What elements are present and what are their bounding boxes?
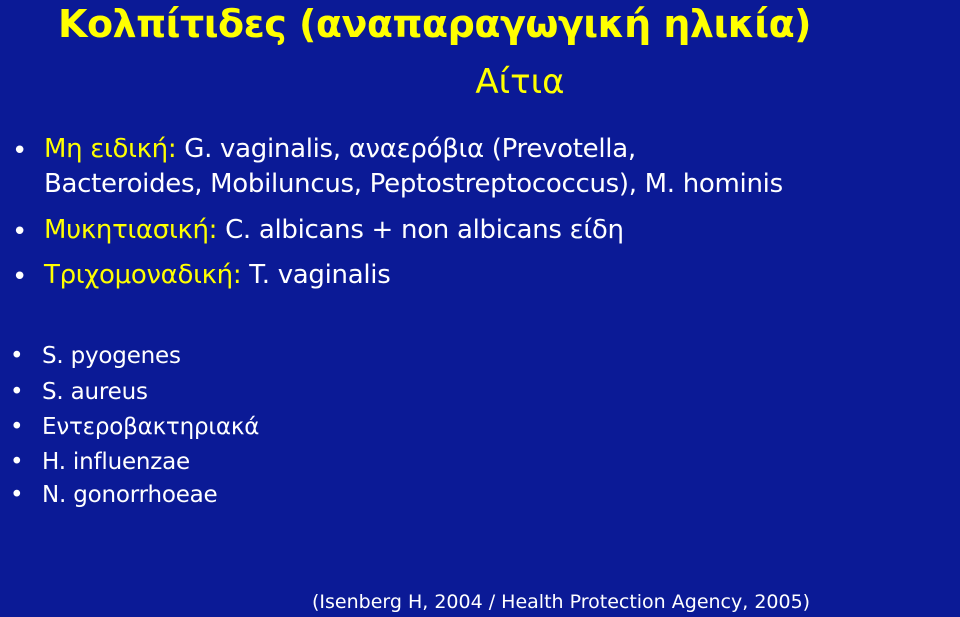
slide-title: Κολπίτιδες (αναπαραγωγική ηλικία) bbox=[58, 2, 812, 46]
bullet-marker: • bbox=[12, 136, 28, 166]
bullet-detail: G. vaginalis, αναερόβια (Prevotella, bbox=[184, 134, 636, 164]
bullet-label: Τριχομοναδική: bbox=[44, 260, 250, 290]
bullet-marker: • bbox=[10, 343, 24, 369]
list-item: S. aureus bbox=[42, 379, 148, 405]
bullet-label: Μη ειδική: bbox=[44, 134, 185, 164]
bullet-marker: • bbox=[10, 379, 24, 405]
list-item: H. influenzae bbox=[42, 449, 190, 475]
bullet-detail: T. vaginalis bbox=[249, 260, 391, 290]
bullet-marker: • bbox=[12, 217, 28, 247]
list-item: N. gonorrhoeae bbox=[42, 482, 218, 508]
slide-subtitle: Αίτια bbox=[475, 62, 565, 102]
bullet-nonspecific-continued bbox=[44, 169, 783, 199]
bullet-label: Μυκητιασική: bbox=[44, 215, 226, 245]
bullet-marker: • bbox=[10, 482, 24, 508]
bullet-detail: Bacteroides, Mobiluncus, Peptostreptococcus), M. hominis bbox=[44, 169, 783, 199]
citation: (Isenberg H, 2004 / Health Protection Agency, 2005) bbox=[312, 591, 811, 613]
bullet-marker: • bbox=[10, 414, 24, 440]
list-item: Εντεροβακτηριακά bbox=[42, 414, 260, 440]
bullet-marker: • bbox=[10, 449, 24, 475]
list-item: S. pyogenes bbox=[42, 343, 181, 369]
bullet-detail: C. albicans + non albicans είδη bbox=[225, 215, 624, 245]
bullet-marker: • bbox=[12, 262, 28, 292]
bullet-nonspecific bbox=[44, 134, 636, 164]
bullet-trichomonal bbox=[44, 260, 390, 290]
bullet-fungal bbox=[44, 215, 624, 245]
